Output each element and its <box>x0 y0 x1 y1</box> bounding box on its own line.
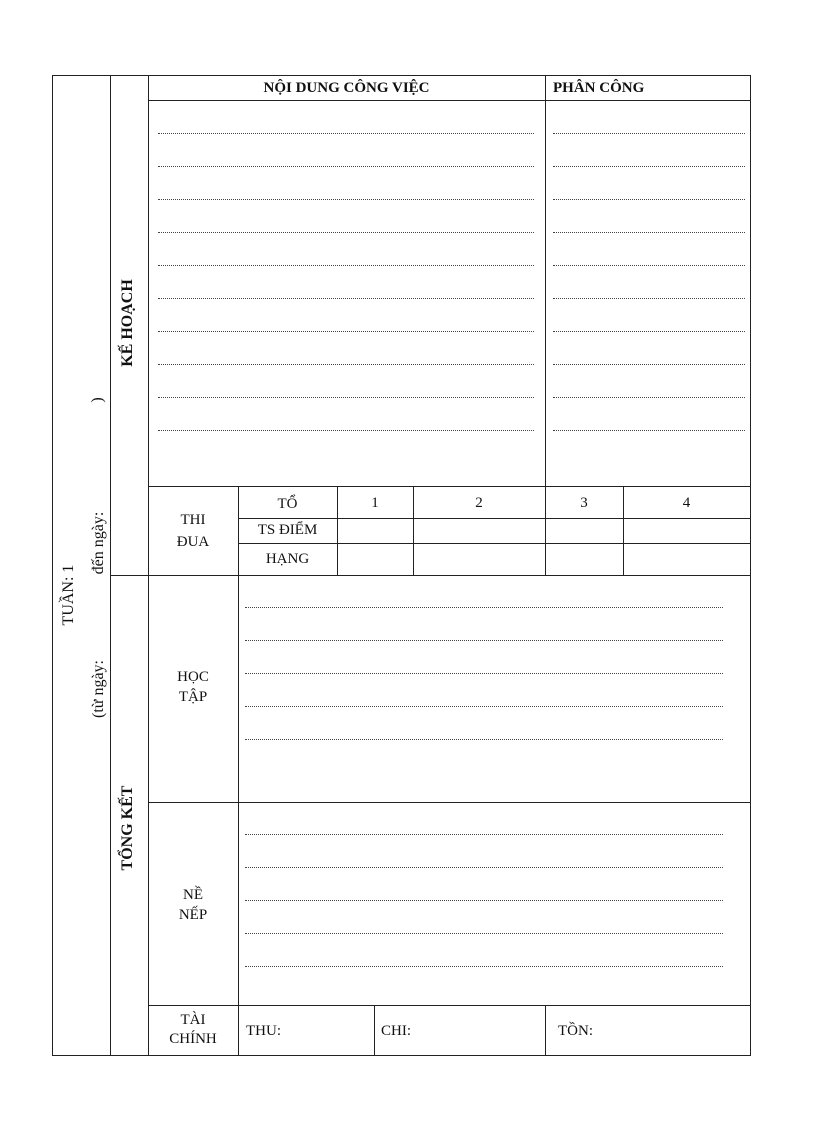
week-from-label: (từ ngày: <box>90 660 107 718</box>
study-label: HỌC TẬP <box>177 669 209 705</box>
row-rank-label: HẠNG <box>265 551 310 567</box>
group-2: 2 <box>475 495 483 511</box>
content-header: NỘI DUNG CÔNG VIỆC <box>263 80 430 96</box>
discipline-label: NỀ NẾP <box>178 887 208 923</box>
group-4: 4 <box>682 495 691 511</box>
finance-label: TÀI CHÍNH <box>169 1012 217 1047</box>
finance-income: THU: <box>246 1023 281 1039</box>
section-plan-label: KẾ HOẠCH <box>119 279 136 367</box>
row-group-label: TỔ <box>277 496 298 512</box>
week-to-label: đến ngày: <box>90 511 107 575</box>
competition-label: THI ĐUA <box>176 512 210 550</box>
week-close-paren: ) <box>89 397 106 403</box>
section-summary-label: TỔNG KẾT <box>119 785 136 871</box>
finance-expense: CHI: <box>381 1023 411 1039</box>
week-label: TUẦN: 1 <box>60 564 77 626</box>
finance-balance: TỒN: <box>558 1023 593 1039</box>
assign-header: PHÂN CÔNG <box>553 80 645 96</box>
group-3: 3 <box>580 495 588 511</box>
group-1: 1 <box>371 495 379 511</box>
row-points-label: TS ĐIỂM <box>257 522 318 538</box>
